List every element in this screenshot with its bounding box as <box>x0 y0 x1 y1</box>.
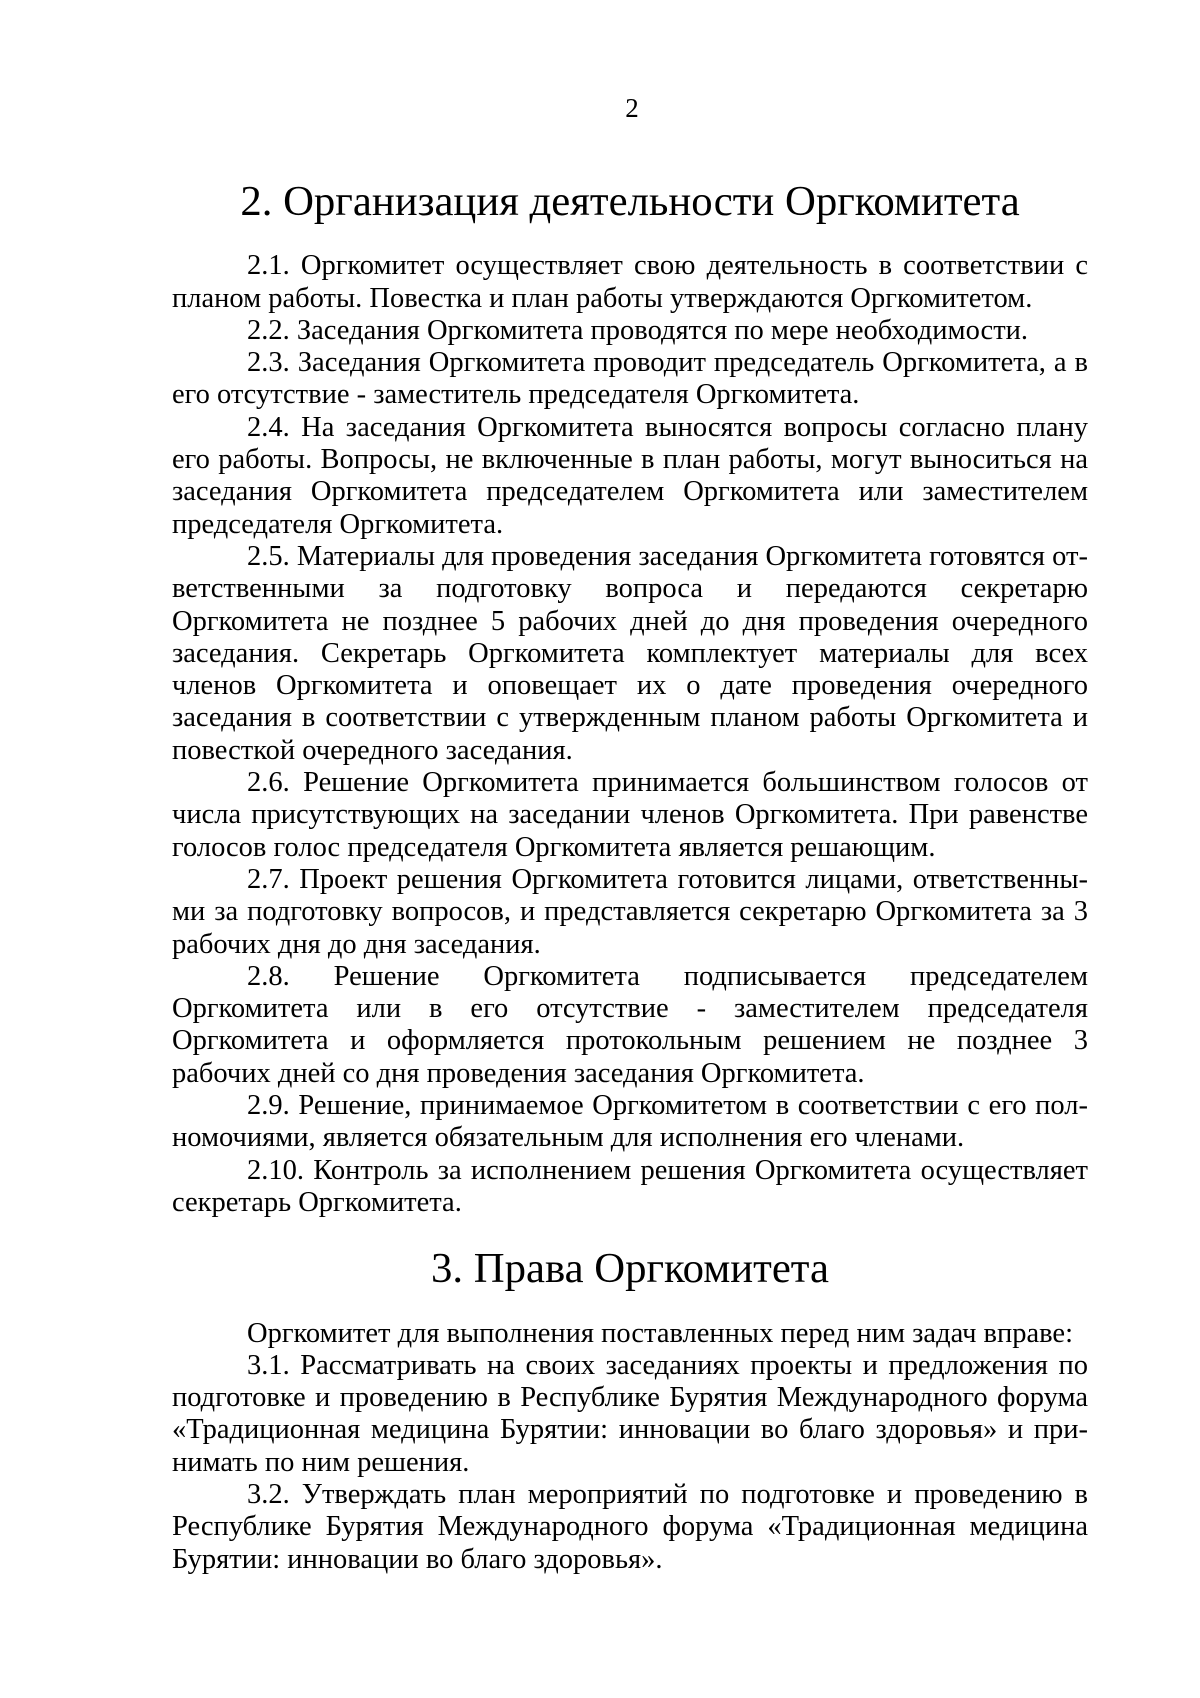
paragraph-2-9: 2.9. Решение, принимаемое Оргкомитетом в соответствии с его полномочиями, является обязательным для исполнения его членами. <box>172 1090 1088 1154</box>
paragraph-3-2: 3.2. Утверждать план мероприятий по подготовке и проведению в Республике Бурятия Международного форума «Традиционная медицина Бурятии: инновации во благо здоровья». <box>172 1478 1088 1575</box>
paragraph-2-8: 2.8. Решение Оргкомитета подписывается председателем Оргкомитета или в его отсутствие - заместителем председателя Оргкомитета и оформляется протокольным решением не позднее 3 рабочих дней со дня проведения заседания Оргкомитета. <box>172 960 1088 1089</box>
paragraph-2-3: 2.3. Заседания Оргкомитета проводит председатель Оргкомитета, а в его отсутствие - заместитель председателя Оргкомитета. <box>172 347 1088 411</box>
paragraph-2-5: 2.5. Материалы для проведения заседания Оргкомитета готовятся ответственными за подготовку вопроса и передаются секретарю Оргкомитета не позднее 5 рабочих дней до дня проведения очередного заседания. Секретарь Оргкомитета комплектует материалы для всех членов Оргкомитета и оповещает их о дате проведения очередного заседания в соответствии с утвержденным планом работы Оргкомитета и повесткой очередного заседания. <box>172 540 1088 766</box>
document-body <box>172 178 1088 1576</box>
paragraph-2-4: 2.4. На заседания Оргкомитета выносятся вопросы согласно плану его работы. Вопросы, не включенные в план работы, могут выноситься на заседания Оргкомитета председателем Оргкомитета или заместителем председателя Оргкомитета. <box>172 411 1088 540</box>
paragraph-3-intro: Оргкомитет для выполнения поставленных перед ним задач вправе: <box>247 1317 1073 1349</box>
paragraph-2-10: 2.10. Контроль за исполнением решения Оргкомитета осуществляет секретарь Оргкомитета. <box>172 1154 1088 1218</box>
paragraph-2-1: 2.1. Оргкомитет осуществляет свою деятельность в соответствии с планом работы. Повестка и план работы утверждаются Оргкомитетом. <box>172 250 1088 314</box>
section-2-title: 2. Организация деятельности Оргкомитета <box>240 178 1020 225</box>
section-3-title: 3. Права Оргкомитета <box>431 1245 829 1293</box>
paragraph-3-1: 3.1. Рассматривать на своих заседаниях проекты и предложения по подготовке и проведению в Республике Бурятия Международного форума «Традиционная медицина Бурятии: инновации во благо здоровья» и принимать по ним решения. <box>172 1349 1088 1478</box>
paragraph-2-2: 2.2. Заседания Оргкомитета проводятся по мере необходимости. <box>247 314 1029 346</box>
paragraph-2-6: 2.6. Решение Оргкомитета принимается большинством голосов от числа присутствующих на заседании членов Оргкомитета. При равенстве голосов голос председателя Оргкомитета является решающим. <box>172 767 1088 863</box>
paragraph-2-7: 2.7. Проект решения Оргкомитета готовится лицами, ответственными за подготовку вопросов, и представляется секретарю Оргкомитета за 3 рабочих дня до дня заседания. <box>172 863 1088 960</box>
page-number: 2 <box>625 93 639 123</box>
